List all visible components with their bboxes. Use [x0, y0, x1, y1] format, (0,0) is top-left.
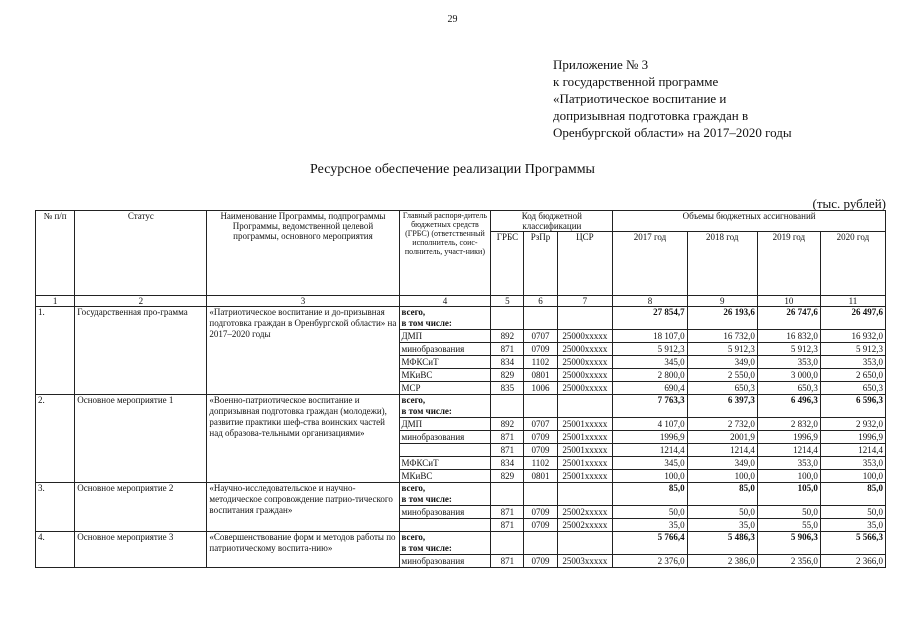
total-value: 85,0: [820, 483, 885, 506]
value-cell: 2 386,0: [687, 555, 757, 568]
document-title: Ресурсное обеспечение реализации Программы: [310, 162, 595, 177]
value-cell: 100,0: [613, 470, 687, 483]
value-cell: 1996,9: [820, 431, 885, 444]
value-cell: 650,3: [820, 382, 885, 395]
executor-cell: МСР: [399, 382, 491, 395]
total-label-cell: [399, 532, 491, 555]
value-cell: 349,0: [687, 356, 757, 369]
total-value: 5 906,3: [757, 532, 820, 555]
total-label-cell: [399, 395, 491, 418]
section-number: 2.: [36, 395, 75, 483]
total-value: 105,0: [757, 483, 820, 506]
resource-table: [35, 210, 886, 568]
grbs-cell: 871: [491, 431, 524, 444]
header-2020: 2020 год: [820, 232, 885, 296]
value-cell: 5 912,3: [613, 343, 687, 356]
value-cell: 2 376,0: [613, 555, 687, 568]
section-status: Государственная про-грамма: [75, 307, 207, 395]
col-number: 1: [36, 296, 75, 307]
rzpr-cell: 1006: [524, 382, 557, 395]
value-cell: 2 356,0: [757, 555, 820, 568]
value-cell: 55,0: [757, 519, 820, 532]
value-cell: 50,0: [613, 506, 687, 519]
executor-cell: МКиВС: [399, 470, 491, 483]
grbs-cell: 829: [491, 470, 524, 483]
total-value: 6 596,3: [820, 395, 885, 418]
rzpr-cell: 0709: [524, 431, 557, 444]
grbs-cell: 871: [491, 506, 524, 519]
header-2017: 2017 год: [613, 232, 687, 296]
col-number: 8: [613, 296, 687, 307]
total-label-cell: [399, 483, 491, 506]
csr-cell: 25001xxxxx: [557, 431, 613, 444]
value-cell: 353,0: [820, 356, 885, 369]
total-sublabel: в том числе:: [401, 543, 452, 553]
executor-cell: минобразования: [399, 343, 491, 356]
csr-cell: 25001xxxxx: [557, 470, 613, 483]
executor-cell: МФКСиТ: [399, 356, 491, 369]
grbs-cell: 835: [491, 382, 524, 395]
value-cell: 100,0: [687, 470, 757, 483]
section-status: Основное мероприятие 1: [75, 395, 207, 483]
appendix-line: к государственной программе: [553, 74, 719, 89]
appendix-block: [553, 56, 792, 141]
section-status: Основное мероприятие 3: [75, 532, 207, 568]
section-total-row: [36, 307, 886, 330]
grbs-cell: 892: [491, 330, 524, 343]
csr-cell: 25001xxxxx: [557, 457, 613, 470]
empty-cell: [524, 483, 557, 506]
section-number: 1.: [36, 307, 75, 395]
empty-cell: [524, 307, 557, 330]
rzpr-cell: 0709: [524, 519, 557, 532]
total-value: 7 763,3: [613, 395, 687, 418]
grbs-cell: 871: [491, 519, 524, 532]
value-cell: 1214,4: [820, 444, 885, 457]
csr-cell: 25000xxxxx: [557, 369, 613, 382]
grbs-cell: 834: [491, 356, 524, 369]
csr-cell: 25003xxxxx: [557, 555, 613, 568]
total-sublabel: в том числе:: [401, 406, 452, 416]
total-label: всего,: [401, 483, 426, 493]
section-total-row: [36, 395, 886, 418]
value-cell: 650,3: [687, 382, 757, 395]
rzpr-cell: 0707: [524, 330, 557, 343]
appendix-line: Приложение № 3: [553, 57, 649, 72]
col-number: 10: [757, 296, 820, 307]
header-rzpr: РзПр: [524, 232, 557, 296]
value-cell: 16 832,0: [757, 330, 820, 343]
value-cell: 1996,9: [613, 431, 687, 444]
total-value: 5 486,3: [687, 532, 757, 555]
total-value: 5 766,4: [613, 532, 687, 555]
value-cell: 35,0: [613, 519, 687, 532]
executor-cell: минобразования: [399, 555, 491, 568]
empty-cell: [557, 483, 613, 506]
value-cell: 1214,4: [613, 444, 687, 457]
value-cell: 2001,9: [687, 431, 757, 444]
value-cell: 345,0: [613, 457, 687, 470]
value-cell: 353,0: [757, 457, 820, 470]
executor-cell: МФКСиТ: [399, 457, 491, 470]
value-cell: 16 732,0: [687, 330, 757, 343]
value-cell: 18 107,0: [613, 330, 687, 343]
table-body: [36, 296, 886, 568]
rzpr-cell: 0709: [524, 343, 557, 356]
empty-cell: [524, 532, 557, 555]
total-label: всего,: [401, 307, 426, 317]
header-2018: 2018 год: [687, 232, 757, 296]
total-label-cell: [399, 307, 491, 330]
empty-cell: [491, 395, 524, 418]
units-label: (тыс. рублей): [812, 196, 886, 211]
value-cell: 35,0: [687, 519, 757, 532]
section-name: «Патриотическое воспитание и до-призывная подготовка граждан в Оренбургской области» на 2017–2020 годы: [207, 307, 399, 395]
value-cell: 349,0: [687, 457, 757, 470]
page-number: 29: [447, 14, 458, 25]
total-value: 26 497,6: [820, 307, 885, 330]
value-cell: 3 000,0: [757, 369, 820, 382]
total-sublabel: в том числе:: [401, 494, 452, 504]
executor-cell: минобразования: [399, 431, 491, 444]
executor-cell: ДМП: [399, 330, 491, 343]
value-cell: 50,0: [757, 506, 820, 519]
csr-cell: 25001xxxxx: [557, 418, 613, 431]
empty-cell: [491, 483, 524, 506]
value-cell: 2 732,0: [687, 418, 757, 431]
section-status: Основное мероприятие 2: [75, 483, 207, 532]
value-cell: 5 912,3: [687, 343, 757, 356]
total-value: 85,0: [687, 483, 757, 506]
empty-cell: [557, 532, 613, 555]
rzpr-cell: 1102: [524, 356, 557, 369]
csr-cell: 25002xxxxx: [557, 506, 613, 519]
csr-cell: 25000xxxxx: [557, 382, 613, 395]
value-cell: 100,0: [820, 470, 885, 483]
rzpr-cell: 0801: [524, 369, 557, 382]
value-cell: 4 107,0: [613, 418, 687, 431]
header-code-group: Код бюджетной классификации: [491, 211, 613, 232]
header-volume-group: Объемы бюджетных ассигнований: [613, 211, 886, 232]
value-cell: 2 800,0: [613, 369, 687, 382]
value-cell: 1214,4: [687, 444, 757, 457]
col-number: 4: [399, 296, 491, 307]
rzpr-cell: 0801: [524, 470, 557, 483]
value-cell: 5 912,3: [757, 343, 820, 356]
value-cell: 1996,9: [757, 431, 820, 444]
col-number: 3: [207, 296, 399, 307]
header-grbs-main: Главный распоря-дитель бюджетных средств (ГРБС) (ответственный исполнитель, соис-полнитель, участ-ники): [399, 211, 491, 296]
col-number: 7: [557, 296, 613, 307]
value-cell: 16 932,0: [820, 330, 885, 343]
appendix-line: «Патриотическое воспитание и: [553, 91, 727, 106]
col-number: 6: [524, 296, 557, 307]
col-number: 11: [820, 296, 885, 307]
section-number: 3.: [36, 483, 75, 532]
rzpr-cell: 0709: [524, 506, 557, 519]
value-cell: 650,3: [757, 382, 820, 395]
total-value: 26 193,6: [687, 307, 757, 330]
value-cell: 1214,4: [757, 444, 820, 457]
grbs-cell: 871: [491, 444, 524, 457]
grbs-cell: 892: [491, 418, 524, 431]
value-cell: 35,0: [820, 519, 885, 532]
grbs-cell: 871: [491, 343, 524, 356]
grbs-cell: 834: [491, 457, 524, 470]
value-cell: 100,0: [757, 470, 820, 483]
csr-cell: 25000xxxxx: [557, 330, 613, 343]
value-cell: 2 832,0: [757, 418, 820, 431]
value-cell: 50,0: [820, 506, 885, 519]
total-value: 27 854,7: [613, 307, 687, 330]
header-name: Наименование Программы, подпрограммы Программы, ведомственной целевой программы, основного мероприятия: [207, 211, 399, 296]
executor-cell: ДМП: [399, 418, 491, 431]
header-csr: ЦСР: [557, 232, 613, 296]
header-num: № п/п: [36, 211, 75, 296]
grbs-cell: 829: [491, 369, 524, 382]
csr-cell: 25001xxxxx: [557, 444, 613, 457]
rzpr-cell: 1102: [524, 457, 557, 470]
column-number-row: [36, 296, 886, 307]
value-cell: 5 912,3: [820, 343, 885, 356]
empty-cell: [557, 395, 613, 418]
empty-cell: [491, 532, 524, 555]
value-cell: 2 932,0: [820, 418, 885, 431]
section-name: «Совершенствование форм и методов работы по патриотическому воспита-нию»: [207, 532, 399, 568]
empty-cell: [491, 307, 524, 330]
section-total-row: [36, 483, 886, 506]
header-grbs: ГРБС: [491, 232, 524, 296]
section-name: «Научно-исследовательское и научно-методическое сопровождение патрио-тического воспитания граждан»: [207, 483, 399, 532]
total-value: 85,0: [613, 483, 687, 506]
section-number: 4.: [36, 532, 75, 568]
value-cell: 345,0: [613, 356, 687, 369]
executor-cell: [399, 519, 491, 532]
rzpr-cell: 0709: [524, 555, 557, 568]
section-total-row: [36, 532, 886, 555]
value-cell: 690,4: [613, 382, 687, 395]
empty-cell: [557, 307, 613, 330]
col-number: 2: [75, 296, 207, 307]
value-cell: 353,0: [820, 457, 885, 470]
total-sublabel: в том числе:: [401, 318, 452, 328]
header-2019: 2019 год: [757, 232, 820, 296]
col-number: 5: [491, 296, 524, 307]
grbs-cell: 871: [491, 555, 524, 568]
value-cell: 2 650,0: [820, 369, 885, 382]
csr-cell: 25000xxxxx: [557, 343, 613, 356]
executor-cell: минобразования: [399, 506, 491, 519]
appendix-line: Оренбургской области» на 2017–2020 годы: [553, 125, 792, 140]
total-value: 6 397,3: [687, 395, 757, 418]
value-cell: 2 366,0: [820, 555, 885, 568]
col-number: 9: [687, 296, 757, 307]
total-label: всего,: [401, 395, 426, 405]
csr-cell: 25000xxxxx: [557, 356, 613, 369]
value-cell: 353,0: [757, 356, 820, 369]
executor-cell: МКиВС: [399, 369, 491, 382]
appendix-line: допризывная подготовка граждан в: [553, 108, 749, 123]
total-value: 26 747,6: [757, 307, 820, 330]
section-name: «Военно-патриотическое воспитание и допризывная подготовка граждан (молодежи), развитие практики шеф-ства воинских частей над образова-тельными организациями»: [207, 395, 399, 483]
executor-cell: [399, 444, 491, 457]
header-status: Статус: [75, 211, 207, 296]
value-cell: 2 550,0: [687, 369, 757, 382]
total-value: 5 566,3: [820, 532, 885, 555]
total-value: 6 496,3: [757, 395, 820, 418]
total-label: всего,: [401, 532, 426, 542]
value-cell: 50,0: [687, 506, 757, 519]
rzpr-cell: 0709: [524, 444, 557, 457]
empty-cell: [524, 395, 557, 418]
rzpr-cell: 0707: [524, 418, 557, 431]
csr-cell: 25002xxxxx: [557, 519, 613, 532]
